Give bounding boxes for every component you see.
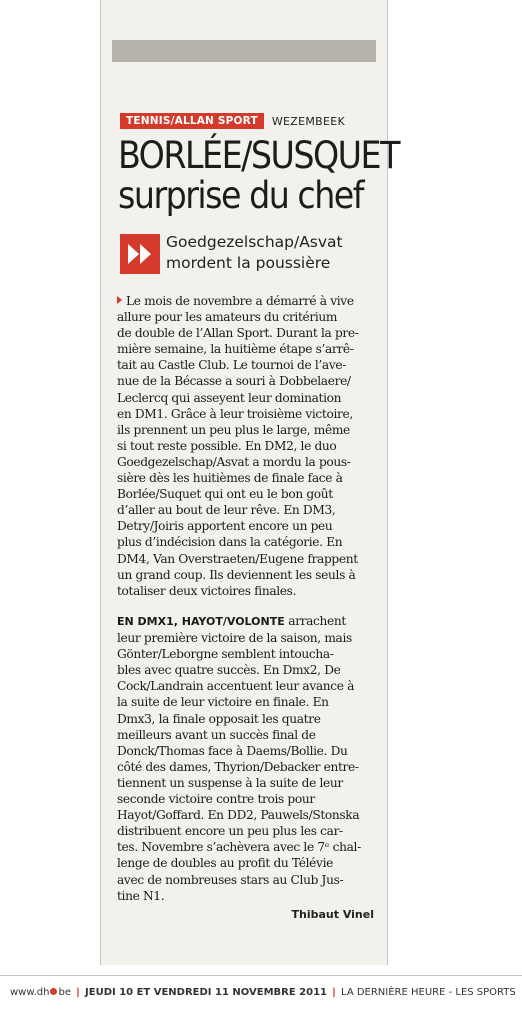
footer-divider [0,975,522,976]
paragraph-1-line: allure pour les amateurs du critérium [117,310,338,325]
paragraph-2-line: Gönter/Leborgne semblent intoucha- [117,647,334,662]
author-byline: Thibaut Vinel [291,908,374,921]
paragraph-2-first-line [117,613,375,630]
paragraph-1-line: Leclercq qui asseyent leur domination [117,390,342,405]
paragraph-1-line: en DM1. Grâce à leur troisième victoire, [117,406,353,421]
paragraph-1-line: Borlée/Suquet qui ont eu le bon goût [117,487,333,502]
paragraph-1-line: d’aller au bout de leur rêve. En DM3, [117,503,336,518]
headline-line-1: BORLÉE/SUSQUET [118,134,399,177]
subheadline-text [166,232,380,274]
paragraph-1-line: plus d’indécision dans la catégorie. En [117,535,343,550]
dh-logo-dot-icon [50,988,57,995]
dateline-location: WEZEMBEEK [271,114,346,128]
paragraph-2-line: Donck/Thomas face à Daems/Bollie. Du [117,743,348,758]
paragraph-2-line: tine N1. [117,888,165,903]
paragraph-1-line: totaliser deux victoires finales. [117,583,297,598]
paragraph-1-line-text: Le mois de novembre a démarré à vive [126,294,354,308]
paragraph-2-line: lenge de doubles au profit du Télévie [117,856,333,871]
paragraph-1-line: ils prennent un peu plus le large, même [117,422,350,437]
paragraph-1 [117,293,375,599]
headline [118,134,399,217]
article-body [117,293,375,903]
paragraph-2-line: bles avec quatre succès. En Dmx2, De [117,663,341,678]
footer-site-prefix: www.dh [10,987,50,998]
paragraph-1-line: Detry/Joiris apportent encore un peu [117,519,333,534]
paragraph-1-line: DM4, Van Overstraeten/Eugene frappent [117,551,358,566]
footer-separator: | [332,987,336,998]
footer-paper-name: LA DERNIÈRE HEURE - LES SPORTS [341,987,516,998]
subheadline-line-2: mordent la poussière [166,254,331,272]
footer-site-suffix: be [58,987,71,998]
paragraph-2-line: meilleurs avant un succès final de [117,727,316,742]
paragraph-2-line: avec de nombreuses stars au Club Jus- [117,872,344,887]
subheadline [120,232,378,278]
section-rubric: TENNIS/ALLAN SPORT [120,113,264,129]
paragraph-2-line: tes. Novembre s’achèvera avec le 7ᵉ chal- [117,840,361,855]
rubric-row [120,113,376,129]
subheadline-line-1: Goedgezelschap/Asvat [166,233,343,251]
footer-date: JEUDI 10 ET VENDREDI 11 NOVEMBRE 2011 [85,987,327,998]
paragraph-2-lead: EN DMX1, HAYOT/VOLONTE [117,615,285,628]
bullet-arrow-icon [117,296,122,304]
paragraph-1-line [117,293,375,309]
paragraph-2-line: Dmx3, la finale opposait les quatre [117,711,321,726]
paragraph-1-line: tait au Castle Club. Le tournoi de l’ave- [117,358,347,373]
fast-forward-icon [120,234,160,274]
paragraph-1-line: mière semaine, la huitième étape s’arrê- [117,342,354,357]
paragraph-2-line: seconde victoire contre trois pour [117,792,315,807]
paragraph-2-line: côté des dames, Thyrion/Debacker entre- [117,759,359,774]
paragraph-1-line: Goedgezelschap/Asvat a mordu la pous- [117,454,351,469]
paragraph-2 [117,613,375,904]
paragraph-1-line: un grand coup. Ils deviennent les seuls à [117,567,356,582]
paragraph-2-line: distribuent encore un peu plus les car- [117,824,343,839]
paragraph-2-line: leur première victoire de la saison, mais [117,631,352,646]
paragraph-2-first-rest: arrachent [284,614,346,628]
paragraph-1-line: sière dès les huitièmes de finale face à [117,471,343,486]
page-footer [10,987,516,998]
paragraph-1-line: de double de l’Allan Sport. Durant la pre- [117,326,359,341]
header-band [112,40,376,62]
paragraph-2-line: tiennent un suspense à la suite de leur [117,775,343,790]
headline-line-2: surprise du chef [118,174,363,217]
paragraph-1-line: nue de la Bécasse a souri à Dobbelaere/ [117,374,351,389]
paragraph-2-line: la suite de leur victoire en finale. En [117,695,329,710]
paragraph-2-line: Cock/Landrain accentuent leur avance à [117,679,355,694]
paragraph-2-line: Hayot/Goffard. En DD2, Pauwels/Stonska [117,808,360,823]
footer-separator: | [76,987,80,998]
paragraph-1-line: si tout reste possible. En DM2, le duo [117,438,337,453]
